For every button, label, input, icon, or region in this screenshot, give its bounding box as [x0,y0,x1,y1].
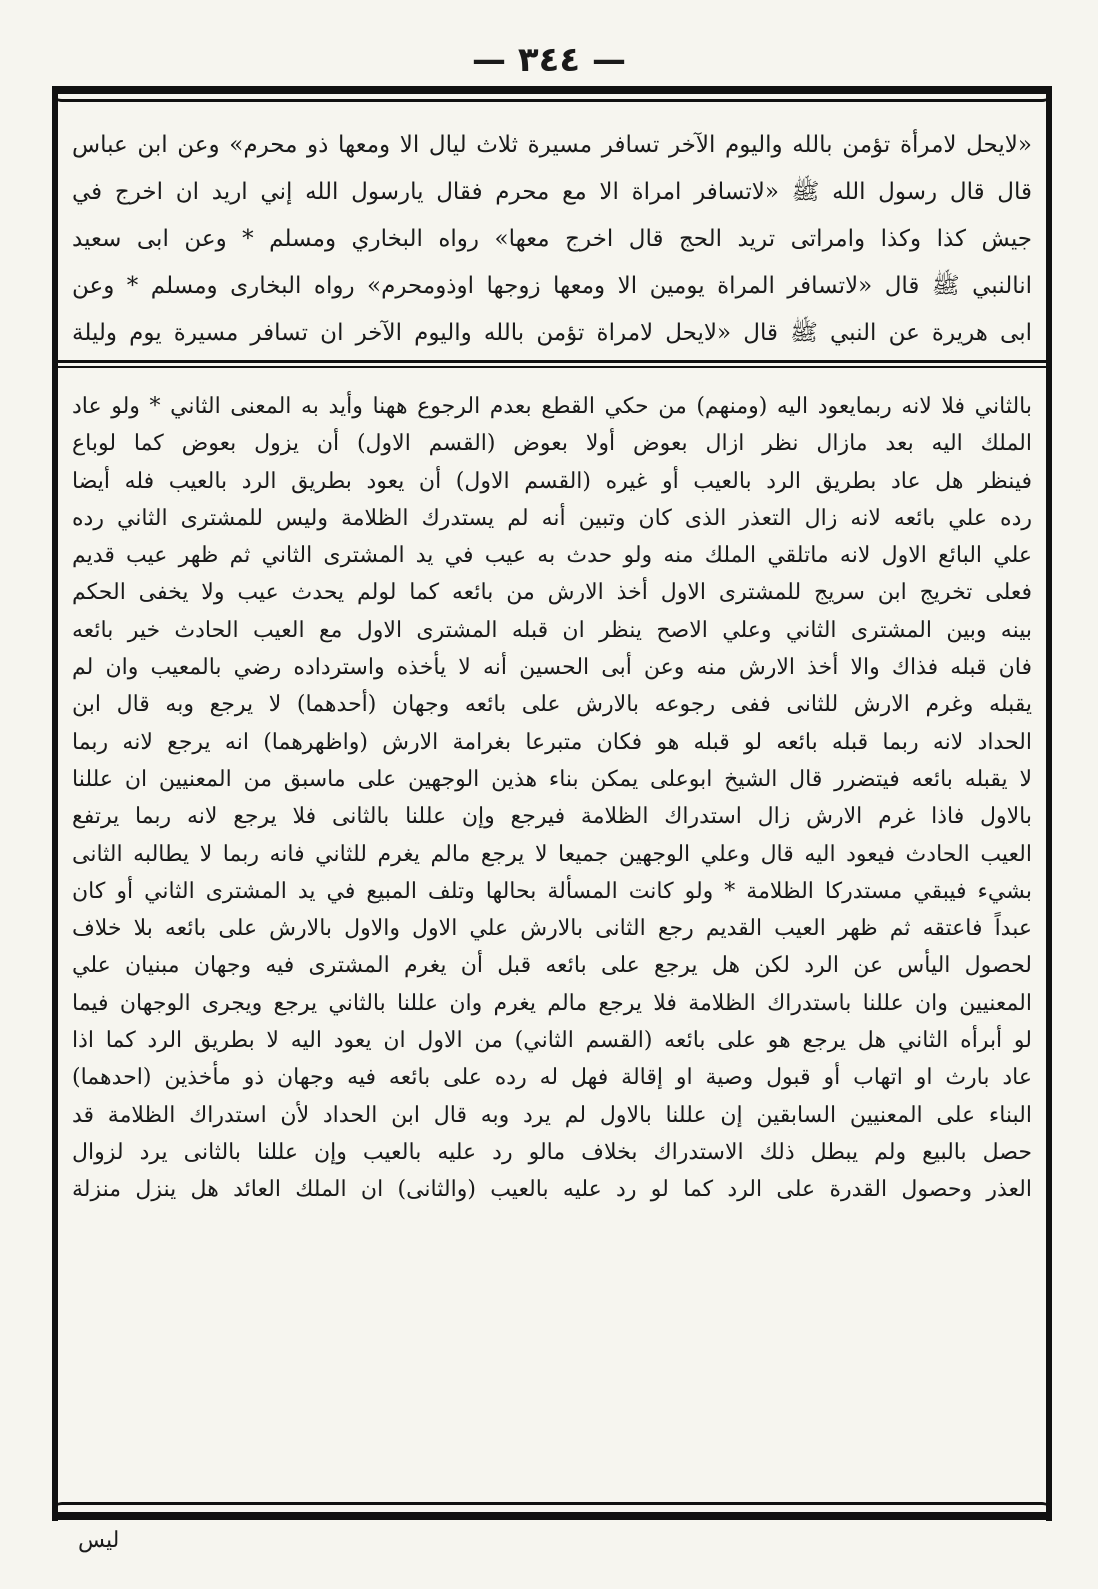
commentary-line: لحصول اليأس عن الرد لكن هل يرجع على بائعه قبل أن يغرم المشترى فيه وجهان مبنيان علي [72,953,1032,979]
commentary-line: رده علي بائعه لانه زال التعذر الذى كان وتبين أنه لم يستدرك الظلامة وليس للمشترى الثاني رده [72,505,1032,531]
commentary-line: فان قبله فذاك والا أخذ الارش منه وعن أبى الحسين أنه لا يأخذه واسترداده رضي بالمعيب وان لم [72,655,1032,681]
commentary-line: حصل بالبيع ولم يبطل ذلك الاستدراك بخلاف مالو رد عليه بالعيب وإن عللنا بالثانى يرد لزوال [72,1139,1032,1165]
commentary-line: لا يقبله بائعه فيتضرر قال الشيخ ابوعلى يمكن بناء هذين الوجهين على ماسبق من المعنيين ان عللنا [72,766,1032,792]
commentary-line: عاد بارث او اتهاب أو قبول وصية او إقالة فهل له رده على بائعه فيه وجهان ذو مأخذين (احدهما) [72,1065,1032,1091]
commentary-line: العيب الحادث فيعود اليه قال وعلي الوجهين جميعا لا يرجع مالم يغرم للثاني فانه ربما لا يطالبه الثانى [72,841,1032,867]
page-number: — ٣٤٤ — [472,40,626,80]
commentary-line: لو أبرأه الثاني هل يرجع هو على بائعه (القسم الثاني) من الاول ان يعود اليه لا بطريق الرد كما اذا [72,1028,1032,1054]
bottom-border-rule [52,1502,1052,1520]
commentary-line: الحداد لانه ربما قبله بائعه لو قبله هو فكان متبرعا بغرامة الارش (واظهرهما) انه يرجع لانه ربما [72,729,1032,755]
commentary-line: فينظر هل عاد بطريق الرد بالعيب أو غيره (القسم الاول) أن يعود بطريق الرد بالعيب فله أيضا [72,468,1032,494]
commentary-line: العذر وحصول القدرة على الرد كما لو رد عليه بالعيب (والثانى) ان الملك العائد هل ينزل منزلة [72,1177,1032,1203]
hadith-section [72,122,1032,357]
commentary-line: الملك اليه بعد مازال نظر ازال بعوض أولا بعوض (القسم الاول) أن يزول بعوض كما لوباع [72,431,1032,457]
commentary-line: عبداً فاعتقه ثم ظهر العيب القديم رجع الثانى بالارش علي الاول والاول بالارش على بائعه بلا خلاف [72,916,1032,942]
commentary-line: فعلى تخريج ابن سريج للمشترى الاول أخذ الارش من بائعه كما لولم يحدث عيب ولا يخفى الحكم [72,580,1032,606]
hadith-line: جيش كذا وكذا وامراتى تريد الحج قال اخرج معها» رواه البخاري ومسلم * وعن ابى سعيد [72,226,1032,252]
hadith-line: «لايحل لامرأة تؤمن بالله واليوم الآخر تسافر مسيرة ثلاث ليال الا ومعها ذو محرم» وعن ابن عباس [72,132,1032,158]
commentary-section [72,388,1032,1209]
commentary-line: علي البائع الاول لانه ماتلقي الملك منه ولو حدث به عيب في يد المشترى الثاني ثم ظهر عيب قديم [72,543,1032,569]
hadith-line: ابى هريرة عن النبي ﷺ قال «لايحل لامراة تؤمن بالله واليوم الآخر ان تسافر مسيرة يوم وليلة [72,320,1032,346]
commentary-line: بينه وبين المشترى الثاني وعلي الاصح ينظر ان قبله المشترى الاول مع العيب الحادث خير بائعه [72,617,1032,643]
hadith-line: قال قال رسول الله ﷺ «لاتسافر امراة الا مع محرم فقال يارسول الله إني اريد ان اخرج في [72,179,1032,205]
commentary-line: المعنيين وان عللنا باستدراك الظلامة فلا يرجع مالم يغرم وان عللنا بالثاني يرجع ويجرى الوجهان فيما [72,990,1032,1016]
section-divider [58,360,1046,368]
commentary-line: بالثاني فلا لانه ربمايعود اليه (ومنهم) من حكي القطع بعدم الرجوع ههنا وأيد به المعنى الثاني * ولو عاد [72,394,1032,419]
hadith-line: انالنبي ﷺ قال «لاتسافر المراة يومين الا ومعها زوجها اوذومحرم» رواه البخارى ومسلم * وعن [72,273,1032,299]
commentary-line: البناء على المعنيين السابقين إن عللنا بالاول لم يرد وبه قال ابن الحداد لأن استدراك الظلامة قد [72,1102,1032,1128]
commentary-line: يقبله وغرم الارش للثانى ففى رجوعه بالارش على بائعه وجهان (أحدهما) لا يرجع وبه قال ابن [72,692,1032,718]
commentary-line: بشيء فيبقي مستدركا الظلامة * ولو كانت المسألة بحالها وتلف المبيع في يد المشترى الثاني أو كان [72,878,1032,904]
commentary-line: بالاول فاذا غرم الارش زال استدراك الظلامة فيرجع وإن عللنا بالثانى فلا يرجع لانه ربما يرتفع [72,804,1032,830]
catchword: ليس [78,1528,120,1553]
